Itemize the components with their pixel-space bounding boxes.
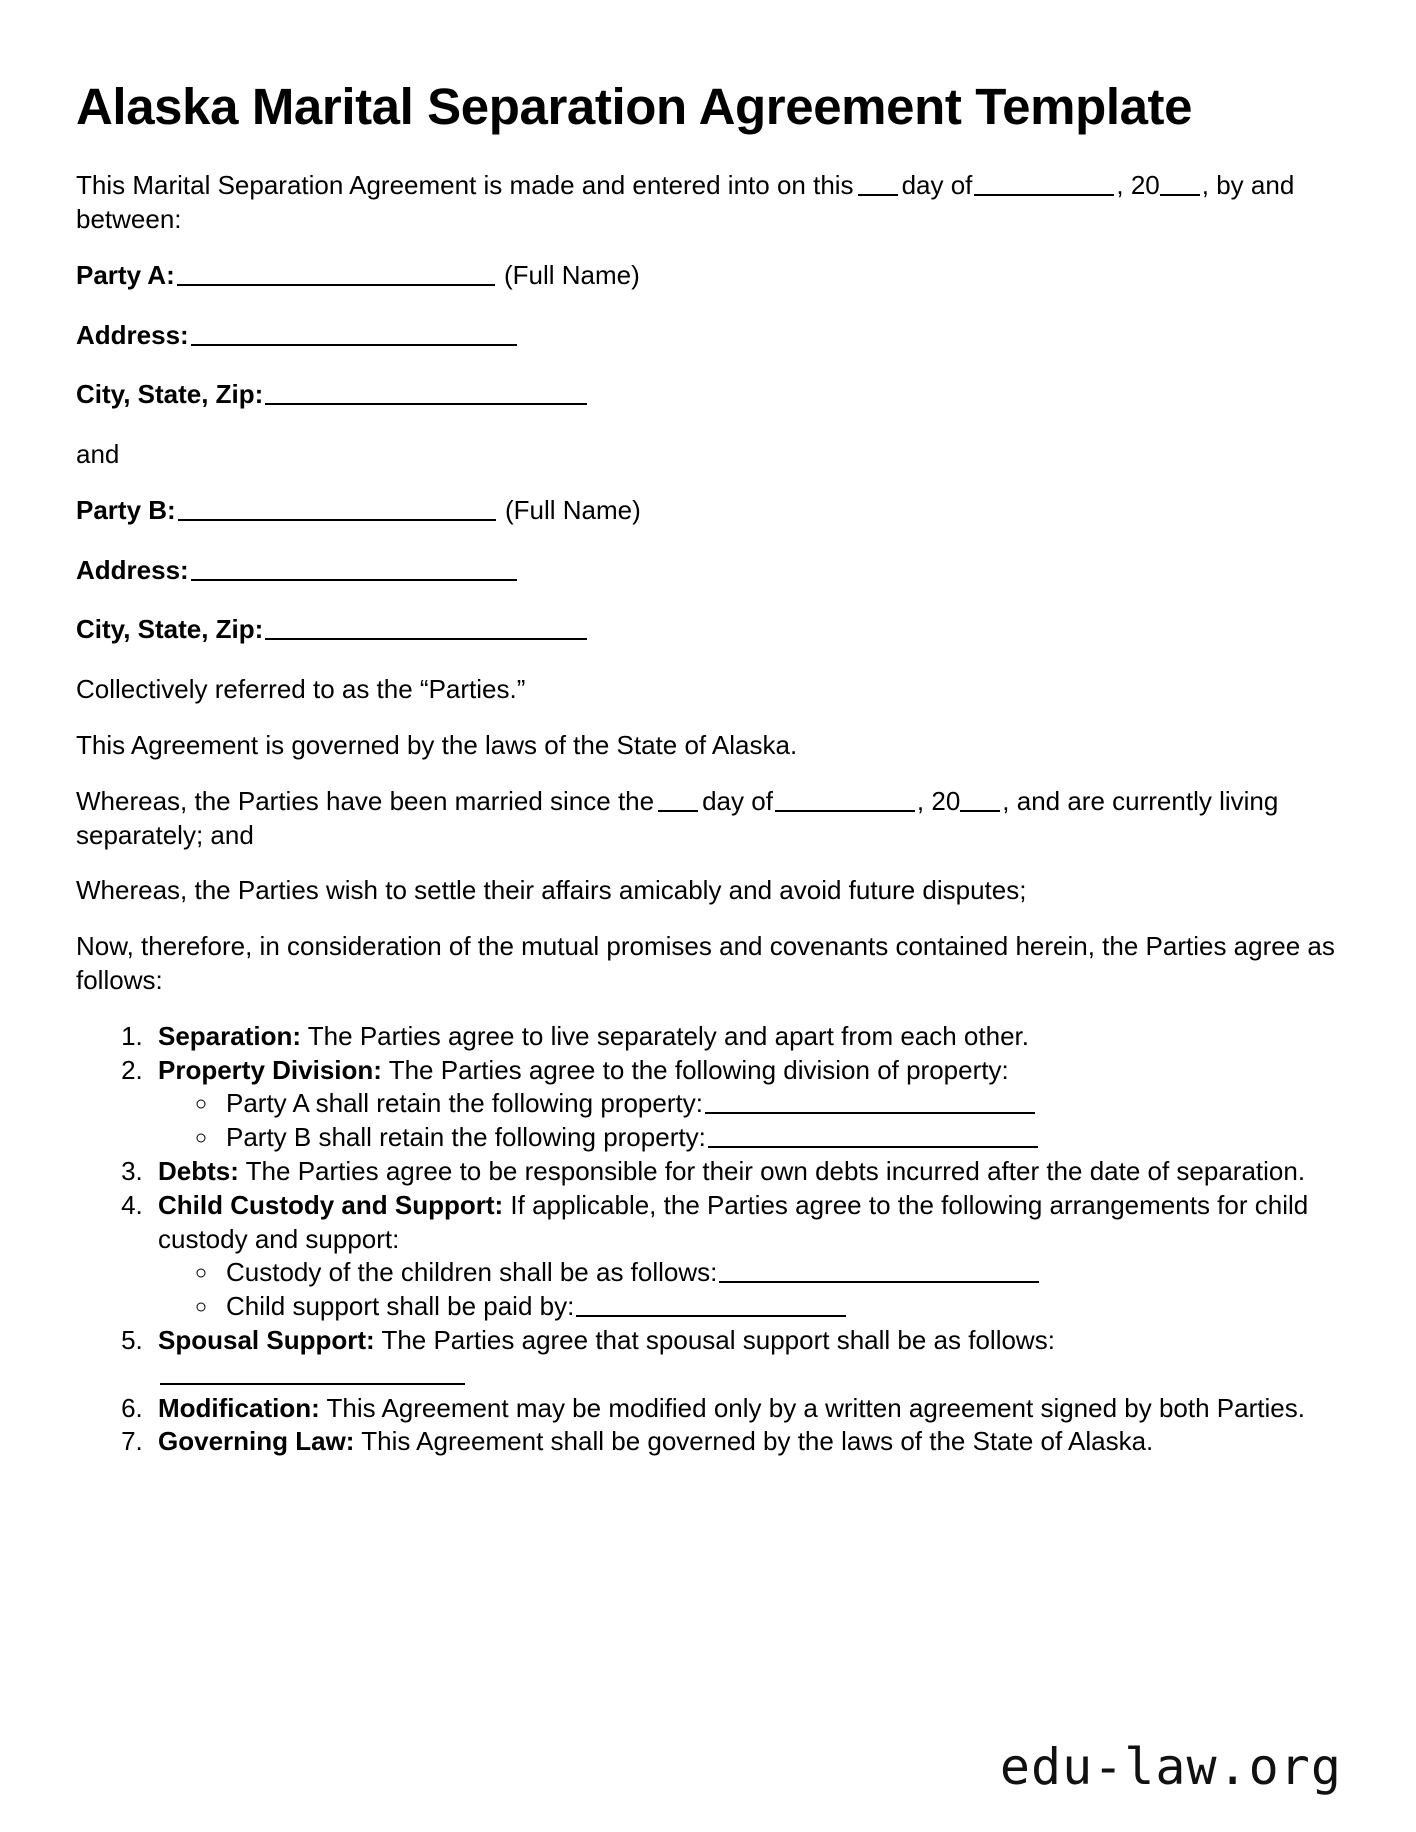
intro-month-blank (974, 169, 1114, 196)
term-heading-governing-law: Governing Law: (158, 1426, 355, 1457)
term-text-child-custody-support: If applicable, the Parties agree to the following arrangements for child custody and support: (158, 1189, 1309, 1254)
whereas-year-blank (960, 785, 1000, 812)
party-b-city-blank (265, 614, 587, 641)
sub-text-party-b-property: Party B shall retain the following property: (226, 1122, 706, 1153)
now-therefore-paragraph: Now, therefore, in consideration of the mutual promises and covenants contained herein, the Parties agree as follows: (76, 931, 1335, 996)
party-a-name-row (76, 259, 1340, 293)
child-custody-sublist (158, 1256, 1340, 1324)
page-title: Alaska Marital Separation Agreement Template (76, 78, 1193, 135)
party-a-city-blank (265, 379, 587, 406)
term-heading-spousal-support: Spousal Support: (158, 1325, 375, 1356)
spousal-support-blank (160, 1358, 465, 1385)
whereas-month-blank (775, 785, 915, 812)
party-a-name-hint: (Full Name) (503, 259, 640, 290)
term-item-modification (150, 1392, 1340, 1426)
child-support-payer-blank (576, 1291, 846, 1318)
party-b-address-label: Address: (76, 554, 189, 585)
whereas-1-part2: day of (702, 785, 773, 816)
conjunction-and: and (76, 439, 120, 470)
intro-year-blank (1160, 169, 1200, 196)
term-heading-child-custody-support: Child Custody and Support: (158, 1189, 504, 1220)
party-b-name-blank (178, 494, 496, 521)
intro-paragraph: This Marital Separation Agreement is made and entered into on this day of , 20 , by and between: (76, 170, 1295, 234)
site-watermark: edu-law.org (999, 1738, 1342, 1796)
party-b-name-row (76, 494, 1340, 528)
sub-item-custody-arrangement (220, 1256, 1340, 1290)
term-item-debts (150, 1155, 1340, 1189)
whereas-amicable-paragraph: Whereas, the Parties wish to settle their affairs amicably and avoid future disputes; (76, 875, 1027, 906)
whereas-1-part3: , 20 (916, 785, 961, 816)
terms-list (76, 1020, 1340, 1459)
sub-text-custody-arrangement: Custody of the children shall be as follows: (226, 1257, 718, 1288)
term-item-spousal-support (150, 1324, 1340, 1392)
party-a-name-label: Party A: (76, 259, 175, 290)
party-a-address-label: Address: (76, 319, 189, 350)
term-heading-debts: Debts: (158, 1156, 239, 1187)
party-a-address-blank (191, 319, 517, 346)
term-text-debts: The Parties agree to be responsible for their own debts incurred after the date of separation. (245, 1156, 1306, 1187)
sub-text-party-a-property: Party A shall retain the following property: (226, 1088, 703, 1119)
term-item-property-division (150, 1054, 1340, 1155)
term-item-separation (150, 1020, 1340, 1054)
intro-text-part2: day of (901, 170, 973, 201)
whereas-1-part4: , and are currently living separately; and (76, 785, 1279, 850)
party-a-name-blank (177, 259, 495, 286)
property-division-sublist (158, 1087, 1340, 1155)
whereas-married-paragraph (76, 785, 1340, 853)
intro-text-part1: This Marital Separation Agreement is made and entered into on this (76, 170, 854, 201)
term-text-property-division: The Parties agree to the following division of property: (388, 1054, 1009, 1085)
sub-item-party-b-property (220, 1121, 1340, 1155)
whereas-1-part1: Whereas, the Parties have been married since the (76, 785, 655, 816)
party-b-city-row (76, 613, 1340, 647)
party-a-city-row (76, 378, 1340, 412)
term-text-modification: This Agreement may be modified only by a written agreement signed by both Parties. (326, 1392, 1305, 1423)
whereas-day-blank (658, 785, 698, 812)
governing-law-statement: This Agreement is governed by the laws of the State of Alaska. (76, 730, 798, 761)
party-b-city-label: City, State, Zip: (76, 614, 264, 645)
party-b-address-blank (191, 554, 517, 581)
term-text-separation: The Parties agree to live separately and apart from each other. (307, 1020, 1029, 1051)
party-b-address-row (76, 554, 1340, 588)
collective-reference: Collectively referred to as the “Parties.” (76, 674, 526, 705)
party-a-property-blank (705, 1088, 1035, 1115)
term-heading-property-division: Property Division: (158, 1054, 382, 1085)
party-b-property-blank (708, 1122, 1038, 1149)
party-a-city-label: City, State, Zip: (76, 379, 264, 410)
intro-text-part4: , by and between: (76, 170, 1295, 234)
term-item-governing-law (150, 1425, 1340, 1459)
term-text-spousal-support: The Parties agree that spousal support shall be as follows: (381, 1325, 1055, 1356)
sub-text-child-support-payer: Child support shall be paid by: (226, 1291, 575, 1322)
party-b-name-hint: (Full Name) (504, 494, 641, 525)
term-heading-modification: Modification: (158, 1392, 320, 1423)
party-a-address-row (76, 319, 1340, 353)
party-b-name-label: Party B: (76, 494, 176, 525)
sub-item-child-support-payer (220, 1290, 1340, 1324)
term-heading-separation: Separation: (158, 1020, 302, 1051)
intro-day-blank (858, 169, 898, 196)
sub-item-party-a-property (220, 1087, 1340, 1121)
custody-arrangement-blank (719, 1257, 1039, 1284)
term-item-child-custody-support (150, 1189, 1340, 1324)
term-text-governing-law: This Agreement shall be governed by the laws of the State of Alaska. (361, 1426, 1154, 1457)
intro-text-part3: 20 (1130, 170, 1160, 201)
